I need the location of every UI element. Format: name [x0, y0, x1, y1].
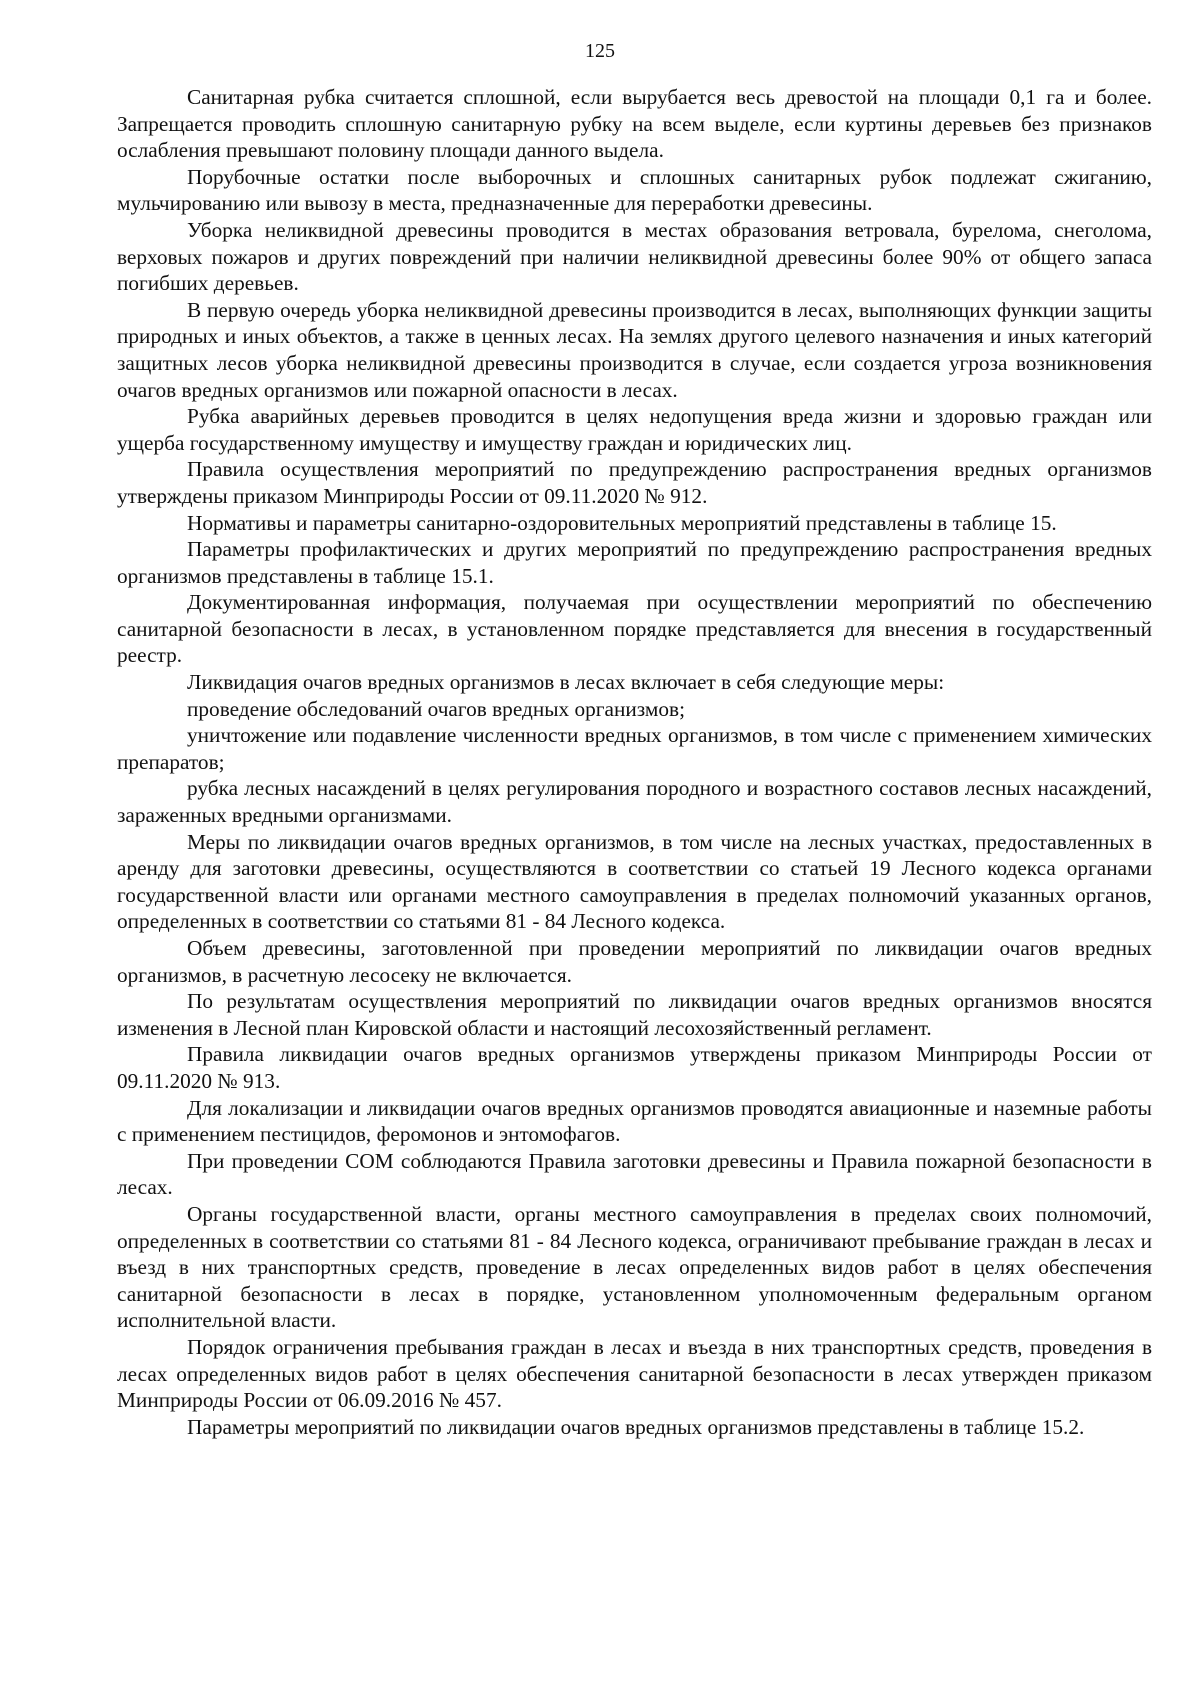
paragraph: При проведении СОМ соблюдаются Правила заготовки древесины и Правила пожарной безопасности в лесах. — [117, 1148, 1152, 1200]
paragraph: Для локализации и ликвидации очагов вредных организмов проводятся авиационные и наземные работы с применением пестицидов, феромонов и энтомофагов. — [117, 1095, 1152, 1147]
paragraph: Уборка неликвидной древесины проводится в местах образования ветровала, бурелома, снеголома, верховых пожаров и других повреждений при наличии неликвидной древесины более 90% от общего запаса погибших деревьев. — [117, 217, 1152, 296]
paragraph: Объем древесины, заготовленной при проведении мероприятий по ликвидации очагов вредных организмов, в расчетную лесосеку не включается. — [117, 936, 1152, 987]
list-item: проведение обследований очагов вредных организмов; — [187, 696, 685, 721]
paragraph: Ликвидация очагов вредных организмов в лесах включает в себя следующие меры: — [187, 670, 945, 695]
paragraph: Порядок ограничения пребывания граждан в лесах и въезда в них транспортных средств, проведения в лесах определенных видов работ в целях обеспечения санитарной безопасности в лесах утвержден приказом Минприроды России от 06.09.2016 № 457. — [117, 1334, 1152, 1413]
paragraph: Санитарная рубка считается сплошной, если вырубается весь древостой на площади 0,1 га и более. Запрещается проводить сплошную санитарную рубку на всем выделе, если куртины деревьев без признаков ослабления превышают половину площади данного выдела. — [117, 85, 1152, 163]
paragraph: Параметры мероприятий по ликвидации очагов вредных организмов представлены в таблице 15.2. — [187, 1414, 1085, 1439]
body-text — [117, 84, 1152, 1440]
paragraph: По результатам осуществления мероприятий по ликвидации очагов вредных организмов вносятся изменения в Лесной план Кировской области и настоящий лесохозяйственный регламент. — [117, 989, 1152, 1040]
paragraph: Документированная информация, получаемая при осуществлении мероприятий по обеспечению санитарной безопасности в лесах, в установленном порядке представляется для внесения в государственный реестр. — [117, 590, 1152, 668]
page-number: 125 — [585, 40, 615, 62]
paragraph: В первую очередь уборка неликвидной древесины производится в лесах, выполняющих функции защиты природных и иных объектов, а также в ценных лесах. На землях другого целевого назначения и иных категорий защитных лесов уборка неликвидной древесины производится в случае, если создается угроза возникновения очагов вредных организмов или пожарной опасности в лесах. — [117, 297, 1152, 402]
paragraph: Меры по ликвидации очагов вредных организмов, в том числе на лесных участках, предоставленных в аренду для заготовки древесины, осуществляются в соответствии со статьей 19 Лесного кодекса органами государственной власти или органами местного самоуправления в пределах полномочий указанных органов, определенных в соответствии со статьями 81 - 84 Лесного кодекса. — [117, 829, 1152, 934]
list-item: уничтожение или подавление численности вредных организмов, в том числе с применением химических препаратов; — [117, 723, 1152, 774]
paragraph: Правила осуществления мероприятий по предупреждению распространения вредных организмов утверждены приказом Минприроды России от 09.11.2020 № 912. — [117, 457, 1152, 508]
paragraph: Порубочные остатки после выборочных и сплошных санитарных рубок подлежат сжиганию, мульчированию или вывозу в места, предназначенные для переработки древесины. — [117, 164, 1152, 216]
paragraph: Рубка аварийных деревьев проводится в целях недопущения вреда жизни и здоровью граждан или ущерба государственному имуществу и имуществу граждан и юридических лиц. — [117, 404, 1152, 455]
paragraph: Параметры профилактических и других мероприятий по предупреждению распространения вредных организмов представлены в таблице 15.1. — [117, 537, 1152, 588]
paragraph: Нормативы и параметры санитарно-оздоровительных мероприятий представлены в таблице 15. — [187, 510, 1057, 535]
list-item: рубка лесных насаждений в целях регулирования породного и возрастного составов лесных насаждений, зараженных вредными организмами. — [117, 776, 1152, 828]
paragraph: Органы государственной власти, органы местного самоуправления в пределах своих полномочий, определенных в соответствии со статьями 81 - 84 Лесного кодекса, ограничивают пребывание граждан в лесах и въезд в них транспортных средств, проведение в лесах определенных видов работ в целях обеспечения санитарной безопасности в лесах в порядке, установленном уполномоченным федеральным органом исполнительной власти. — [117, 1201, 1152, 1333]
paragraph: Правила ликвидации очагов вредных организмов утверждены приказом Минприроды России от 09.11.2020 № 913. — [117, 1042, 1152, 1093]
